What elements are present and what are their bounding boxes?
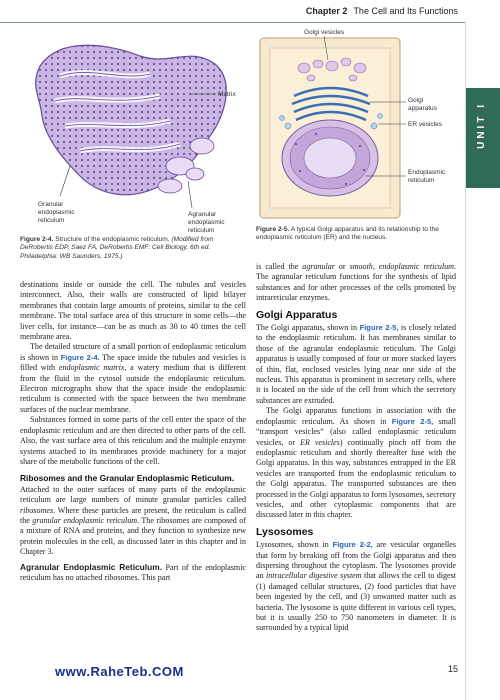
figure-2-5-link-2[interactable]: Figure 2-5 (391, 416, 432, 426)
figure-2-2-link[interactable]: Figure 2-2 (332, 540, 371, 550)
running-header (0, 0, 500, 22)
chapter-label: Chapter 2 (305, 6, 348, 16)
caption-2-5-text: A typical Golgi apparatus and its relationship to the endoplasmic reticulum (ER) and the nucleus. (256, 226, 439, 242)
caption-2-5-label: Figure 2-5. (256, 226, 290, 233)
caption-2-4-label: Figure 2-4. (20, 236, 54, 243)
watermark: www.RaheTeb.COM (55, 664, 184, 679)
heading-agranular: Agranular Endoplasmic Reticulum. (20, 561, 163, 572)
unit-tab (466, 88, 500, 188)
caption-2-4-source: (Modified from DeRobertis EDP, Saez FA, DeRobertis EMF: Cell Biology, 6th ed. Philadelphia: WB Saunders, 1975.) (20, 236, 214, 260)
right-p3: The Golgi apparatus functions in association with the endoplasmic reticulum. As shown in Figure 2-5, small “transport vesicles” (also called endoplasmic reticulum vesicles, or ER vesicles) continually pinch off from the endoplasmic reticulum and shortly thereafter fuse with the Golgi apparatus. In this way, substances entrapped in the ER vesicles are transported from the endoplasmic reticulum to the Golgi apparatus. The transported substances are then processed in the Golgi apparatus to form lysosomes, secretory vesicles, and other cytoplasmic components that are discussed later in this chapter. (256, 406, 457, 520)
right-column (256, 262, 456, 634)
er-illustration (20, 26, 248, 234)
label-endoplasmic-reticulum: Endoplasmic reticulum (408, 169, 446, 184)
heading-ribosomes: Ribosomes and the Granular Endoplasmic Reticulum. (20, 473, 235, 484)
figure-2-4-caption (20, 236, 245, 261)
label-golgi-vesicles: Golgi vesicles (304, 29, 345, 36)
right-p4: Lysosomes, shown in Figure 2-2, are vesicular organelles that form by breaking off from the Golgi apparatus and then dispersing throughout the cytoplasm. The lysosomes provide an intracellular digestive system that allows the cell to digest (1) damaged cellular structures, (2) food particles that have been ingested by the cell, and (3) unwanted matter such as bacteria. The lysosome is quite different in various cell types, but it is usually 250 to 750 nanometers in diameter. It is surrounded by a typical lipid (256, 540, 456, 633)
golgi-illustration (256, 26, 456, 222)
heading-lysosomes: Lysosomes (256, 525, 314, 538)
figure-2-4 (20, 26, 248, 234)
label-matrix: Matrix (218, 91, 236, 98)
figure-2-5 (256, 26, 456, 222)
label-granular-er: Granular endoplasmic reticulum (38, 201, 75, 224)
page-number: 15 (447, 664, 458, 674)
figure-2-5-caption (256, 226, 456, 243)
header-rule (0, 22, 465, 23)
left-p3: Substances formed in some parts of the cell enter the space of the endoplasmic reticulum and are then directed to other parts of the cell. Also, the vast surface area of this reticulum and the multiple enzyme systems attached to its membranes provide machinery for a major share of the metabolic functions of the cell. (20, 415, 246, 466)
left-p2: The detailed structure of a small portion of endoplasmic reticulum is shown in Figure 2-4. The space inside the tubules and vesicles is filled with endoplasmic matrix, a watery medium that is different from the fluid in the cytosol outside the endoplasmic reticulum. Electron micrographs show that the space inside the endoplasmic reticulum is connected with the space between the two membrane surfaces of the nuclear membrane. (20, 342, 246, 414)
figure-2-5-link[interactable]: Figure 2-5 (359, 323, 397, 333)
header-text (306, 6, 458, 16)
right-p1: is called the agranular or smooth, endoplasmic reticulum. The agranular reticulum functions for the synthesis of lipid substances and for other processes of the cells promoted by intrareticular enzymes. (256, 262, 456, 303)
right-p2: The Golgi apparatus, shown in Figure 2-5, is closely related to the endoplasmic reticulum. It has membranes similar to those of the agranular endoplasmic reticulum. The Golgi apparatus is usually composed of four or more stacked layers of thin, flat, enclosed vesicles lying near one side of the nucleus. This apparatus is prominent in secretory cells, where it is located on the side of the cell from which the secretory substances are extruded. (256, 323, 456, 405)
label-er-vesicles: ER vesicles (408, 121, 442, 128)
caption-2-4-text: Structure of the endoplasmic reticulum. (55, 236, 170, 243)
left-p5: Agranular Endoplasmic Reticulum. Part of the endoplasmic reticulum has no attached ribosomes. This part (20, 561, 246, 582)
figure-2-4-link[interactable]: Figure 2-4 (60, 352, 98, 362)
label-golgi-apparatus: Golgi apparatus (408, 97, 437, 112)
left-p4: Attached to the outer surfaces of many parts of the endoplasmic reticulum are large numbers of minute granular particles called ribosomes. Where these particles are present, the reticulum is called the granular endoplasmic reticulum. The ribosomes are composed of a mixture of RNA and proteins, and they function to synthesize new protein molecules in the cell, as discussed later in this chapter and in Chapter 3. (20, 484, 246, 557)
left-column (20, 280, 246, 583)
chapter-title: The Cell and Its Functions (353, 6, 458, 16)
label-agranular-er: Agranular endoplasmic reticulum (188, 211, 225, 234)
heading-golgi: Golgi Apparatus (256, 308, 338, 321)
unit-tab-label: UNIT I (476, 102, 487, 149)
left-p1: destinations inside or outside the cell. The tubules and vesicles interconnect. Also, their walls are constructed of lipid bilayer membranes that contain large amounts of proteins, similar to the cell membrane. The total surface area of this structure in some cells—the liver cells, for instance—can be as much as 30 to 40 times the cell membrane area. (20, 280, 246, 342)
